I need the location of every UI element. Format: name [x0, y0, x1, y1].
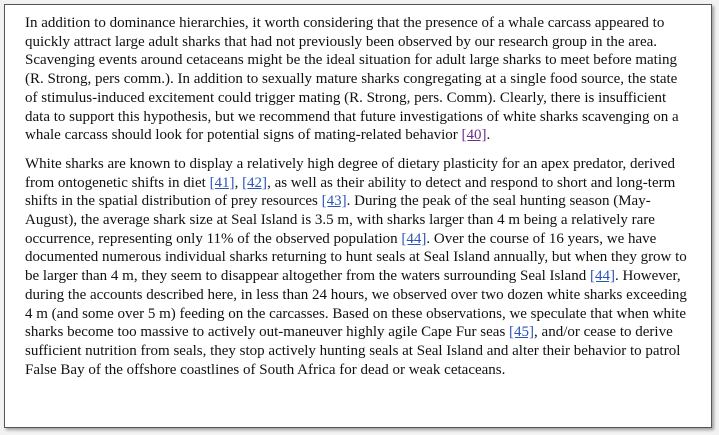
text-segment: .	[486, 127, 491, 144]
text-segment: , as well as their ability to detect and respond to short and long-term shifts in the spatial distribution of prey resources	[25, 174, 676, 210]
text-segment: , and/or cease to derive sufficient nutrition from seals, they stop actively hunting seals at Seal Island and alter their behavior to patrol False Bay of the offshore coastlines of South Africa for dead or weak cetaceans.	[25, 324, 681, 378]
citation-link-44-second[interactable]: [44]	[589, 268, 615, 285]
citation-link-43[interactable]: [43]	[321, 193, 347, 210]
text-segment: White sharks are known to display a relatively high degree of dietary plasticity for an apex predator, derived from ontogenetic shifts in diet	[25, 155, 675, 191]
citation-link-44[interactable]: [44]	[401, 230, 427, 247]
text-segment: . However, during the accounts described here, in less than 24 hours, we observed over two dozen white sharks exceeding 4 m (and some over 5 m) feeding on the carcasses. Based on these observations, we speculate that when white sharks become too massive to actively out-maneuver highly agile Cape Fur seas	[25, 268, 687, 341]
citation-link-41[interactable]: [41]	[209, 174, 235, 191]
citation-link-42[interactable]: [42]	[242, 174, 268, 191]
paragraph-mating-hypothesis	[25, 14, 691, 145]
text-segment: . During the peak of the seal hunting season (May-August), the average shark size at Seal Island is 3.5 m, with sharks larger than 4 m being a relatively rare occurrence, representing only 11% of the observed population	[25, 193, 655, 247]
text-segment: In addition to dominance hierarchies, it worth considering that the presence of a whale carcass appeared to quickly attract large adult sharks that had not previously been observed by our research group in the area. Scavenging events around cetaceans might be the ideal situation for adult large sharks to meet before mating (R. Strong, pers comm.). In addition to sexually mature sharks congregating at a single food source, the state of stimulus-induced excitement could trigger mating (R. Strong, pers. Comm). Clearly, there is insufficient data to support this hypothesis, but we recommend that future investigations of white sharks scavenging on a whale carcass should look for potential signs of mating-related behavior	[25, 15, 679, 144]
text-segment: ,	[234, 174, 243, 191]
citation-link-45[interactable]: [45]	[509, 324, 535, 341]
text-segment: . Over the course of 16 years, we have documented numerous individual sharks returning to hunt seals at Seal Island annually, but when they grow to be larger than 4 m, they seem to disappear altogether from the waters surrounding Seal Island	[25, 230, 687, 285]
paragraph-dietary-plasticity	[25, 155, 691, 379]
article-excerpt	[4, 4, 712, 428]
citation-link-40[interactable]: [40]	[461, 127, 487, 144]
